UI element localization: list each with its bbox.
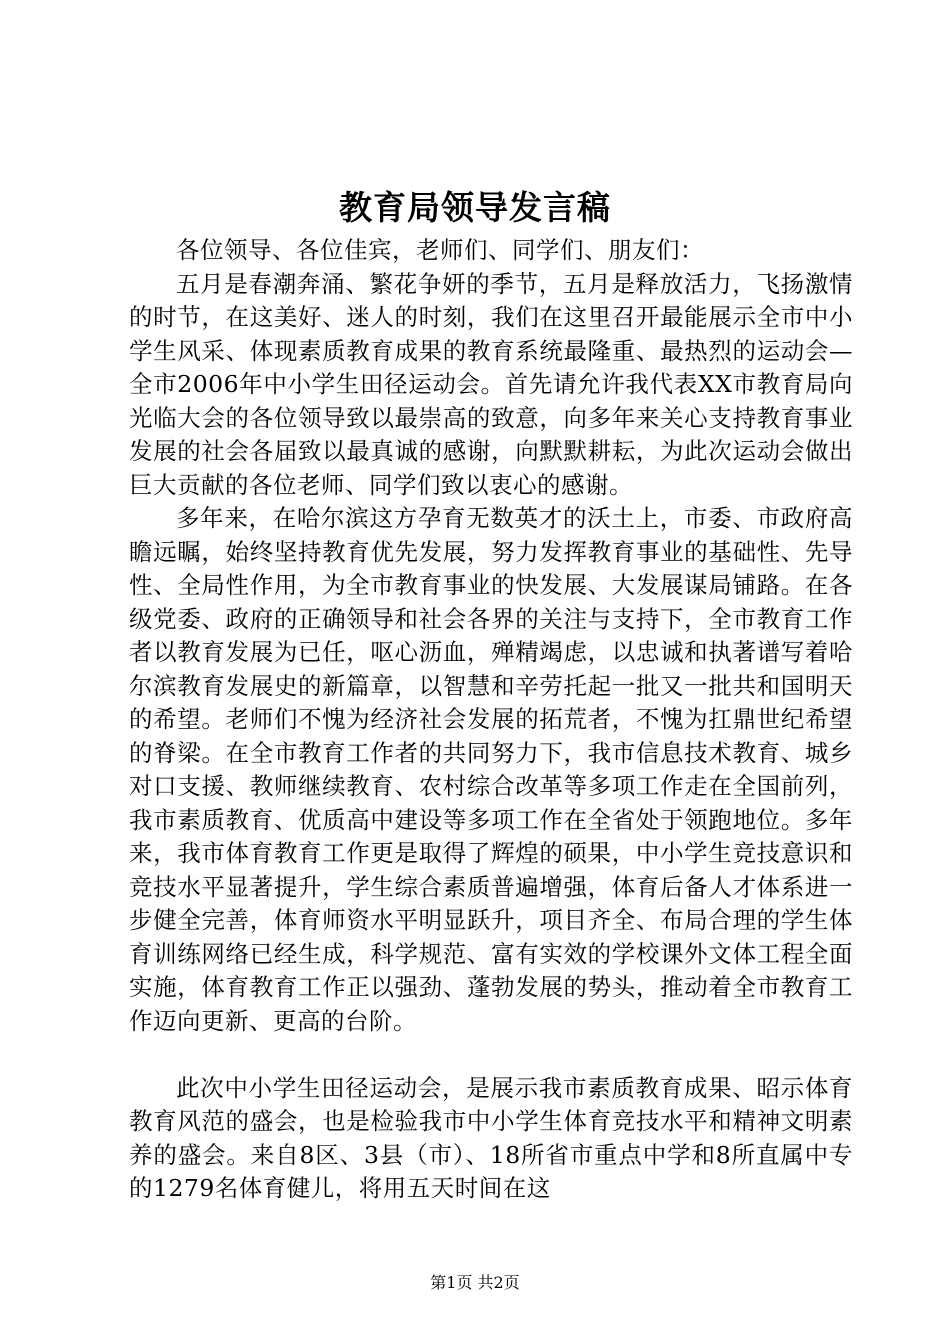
body-paragraph: 五月是春潮奔涌、繁花争妍的季节，五月是释放活力，飞扬激情的时节，在这美好、迷人的时刻，我们在这里召开最能展示全市中小学生风采、体现素质教育成果的教育系统最隆重、最热烈的运动会—全市2006年中小学生田径运动会。首先请允许我代表XX市教育局向光临大会的各位领导致以最崇高的致意，向多年来关心支持教育事业发展的社会各届致以最真诚的感谢，向默默耕耘，为此次运动会做出巨大贡献的各位老师、同学们致以衷心的感谢。 (129, 269, 853, 499)
page-footer: 第1页 共2页 (430, 1273, 520, 1292)
salutation-paragraph: 各位领导、各位佳宾，老师们、同学们、朋友们： (176, 236, 704, 264)
body-paragraph: 此次中小学生田径运动会，是展示我市素质教育成果、昭示体育教育风范的盛会，也是检验我市中小学生体育竞技水平和精神文明素养的盛会。来自8区、3县（市）、18所省市重点中学和8所直属中专的1279名体育健儿，将用五天时间在这 (129, 1073, 853, 1202)
document-title: 教育局领导发言稿 (339, 188, 611, 227)
body-paragraph: 多年来，在哈尔滨这方孕育无数英才的沃土上，市委、市政府高瞻远瞩，始终坚持教育优先发展，努力发挥教育事业的基础性、先导性、全局性作用，为全市教育事业的快发展、大发展谋局铺路。在各级党委、政府的正确领导和社会各界的关注与支持下，全市教育工作者以教育发展为已任，呕心沥血，殚精竭虑，以忠诚和执著谱写着哈尔滨教育发展史的新篇章，以智慧和辛劳托起一批又一批共和国明天的希望。老师们不愧为经济社会发展的拓荒者，不愧为扛鼎世纪希望的脊梁。在全市教育工作者的共同努力下，我市信息技术教育、城乡对口支援、教师继续教育、农村综合改革等多项工作走在全国前列，我市素质教育、优质高中建设等多项工作在全省处于领跑地位。多年来，我市体育教育工作更是取得了辉煌的硕果，中小学生竞技意识和竞技水平显著提升，学生综合素质普遍增强，体育后备人才体系进一步健全完善，体育师资水平明显跃升，项目齐全、布局合理的学生体育训练网络已经生成，科学规范、富有实效的学校课外文体工程全面实施，体育教育工作正以强劲、蓬勃发展的势头，推动着全市教育工作迈向更新、更高的台阶。 (129, 504, 853, 1035)
document-body (129, 234, 853, 1206)
